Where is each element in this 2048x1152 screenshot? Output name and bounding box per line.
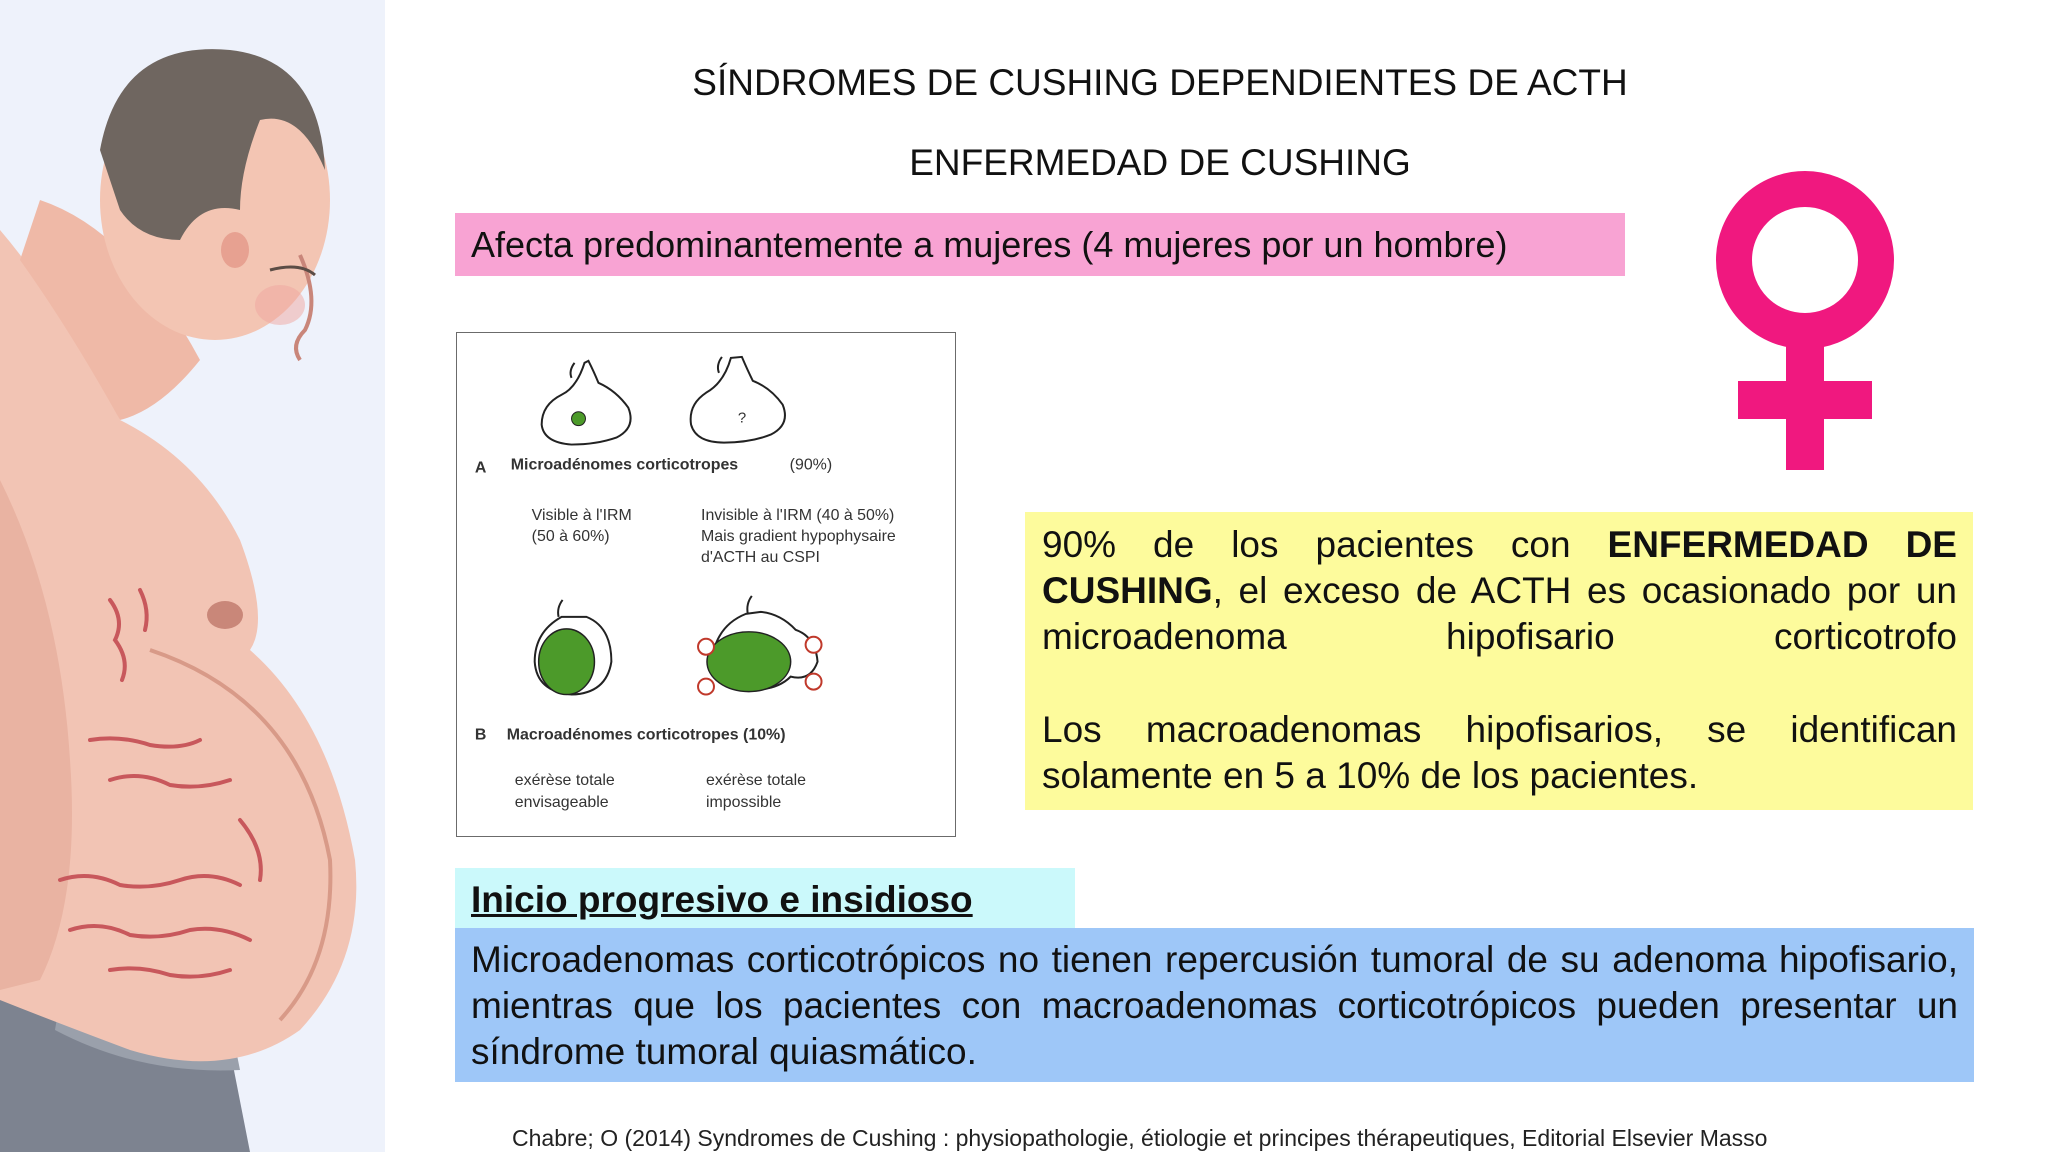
figure-section-b-title: Macroadénomes corticotropes (10%) (506, 726, 786, 744)
prevalence-paragraph-1: 90% de los pacientes con ENFERMEDAD DE CUSHING, el exceso de ACTH es ocasionado por un microadenoma hipofisario corticotrofo (1042, 524, 1957, 657)
onset-heading: Inicio progresivo e insidioso (455, 868, 1075, 928)
pituitary-invisible-microadenoma (691, 357, 785, 443)
venus-female-symbol-icon (1700, 170, 1910, 470)
figure-section-a-letter: A (474, 459, 487, 477)
pituitary-macroadenoma-invasive (698, 596, 822, 695)
figure-invisible-line1: Invisible à l'IRM (40 à 50%) (701, 507, 895, 525)
pituitary-adenoma-figure (456, 332, 956, 837)
figure-right-line2: impossible (706, 794, 782, 812)
prevalence-paragraph-2: Los macroadenomas hipofisarios, se identifican solamente en 5 a 10% de los pacientes. (1042, 709, 1957, 796)
figure-right-line1: exérèse totale (706, 772, 807, 790)
figure-left-line2: envisageable (514, 794, 609, 812)
patient-illustration (0, 0, 385, 1152)
slide-subtitle: ENFERMEDAD DE CUSHING (909, 142, 1411, 183)
pituitary-visible-microadenoma (542, 361, 631, 445)
highlight-bar: Afecta predominantemente a mujeres (4 mujeres por un hombre) (455, 213, 1625, 276)
slide-title: SÍNDROMES DE CUSHING DEPENDIENTES DE ACTH (692, 62, 1628, 103)
question-mark-label: ? (737, 409, 747, 427)
figure-section-a-title: Microadénomes corticotropes (510, 456, 739, 474)
figure-invisible-line2: Mais gradient hypophysaire (701, 528, 896, 546)
patient-illustration-panel (0, 0, 385, 1152)
onset-description-box (455, 928, 1974, 1082)
pituitary-macroadenoma-resectable (535, 600, 612, 695)
onset-description: Microadenomas corticotrópicos no tienen repercusión tumoral de su adenoma hipofisario, mientras que los pacientes con macroadenomas corticotrópicos pueden presentar un síndrome tumoral quiasmático. (471, 939, 1958, 1072)
figure-visible-line2: (50 à 60%) (531, 528, 610, 546)
figure-left-line1: exérèse totale (514, 772, 615, 790)
figure-section-b-letter: B (474, 726, 487, 744)
figure-section-a-pct: (90%) (789, 456, 833, 474)
prevalence-info-box (1025, 512, 1973, 810)
citation: Chabre; O (2014) Syndromes de Cushing : physiopathologie, étiologie et principes thérapeutiques, Editorial Elsevier Masso (512, 1125, 1768, 1151)
figure-invisible-line3: d'ACTH au CSPI (701, 549, 820, 567)
figure-visible-line1: Visible à l'IRM (531, 507, 632, 525)
